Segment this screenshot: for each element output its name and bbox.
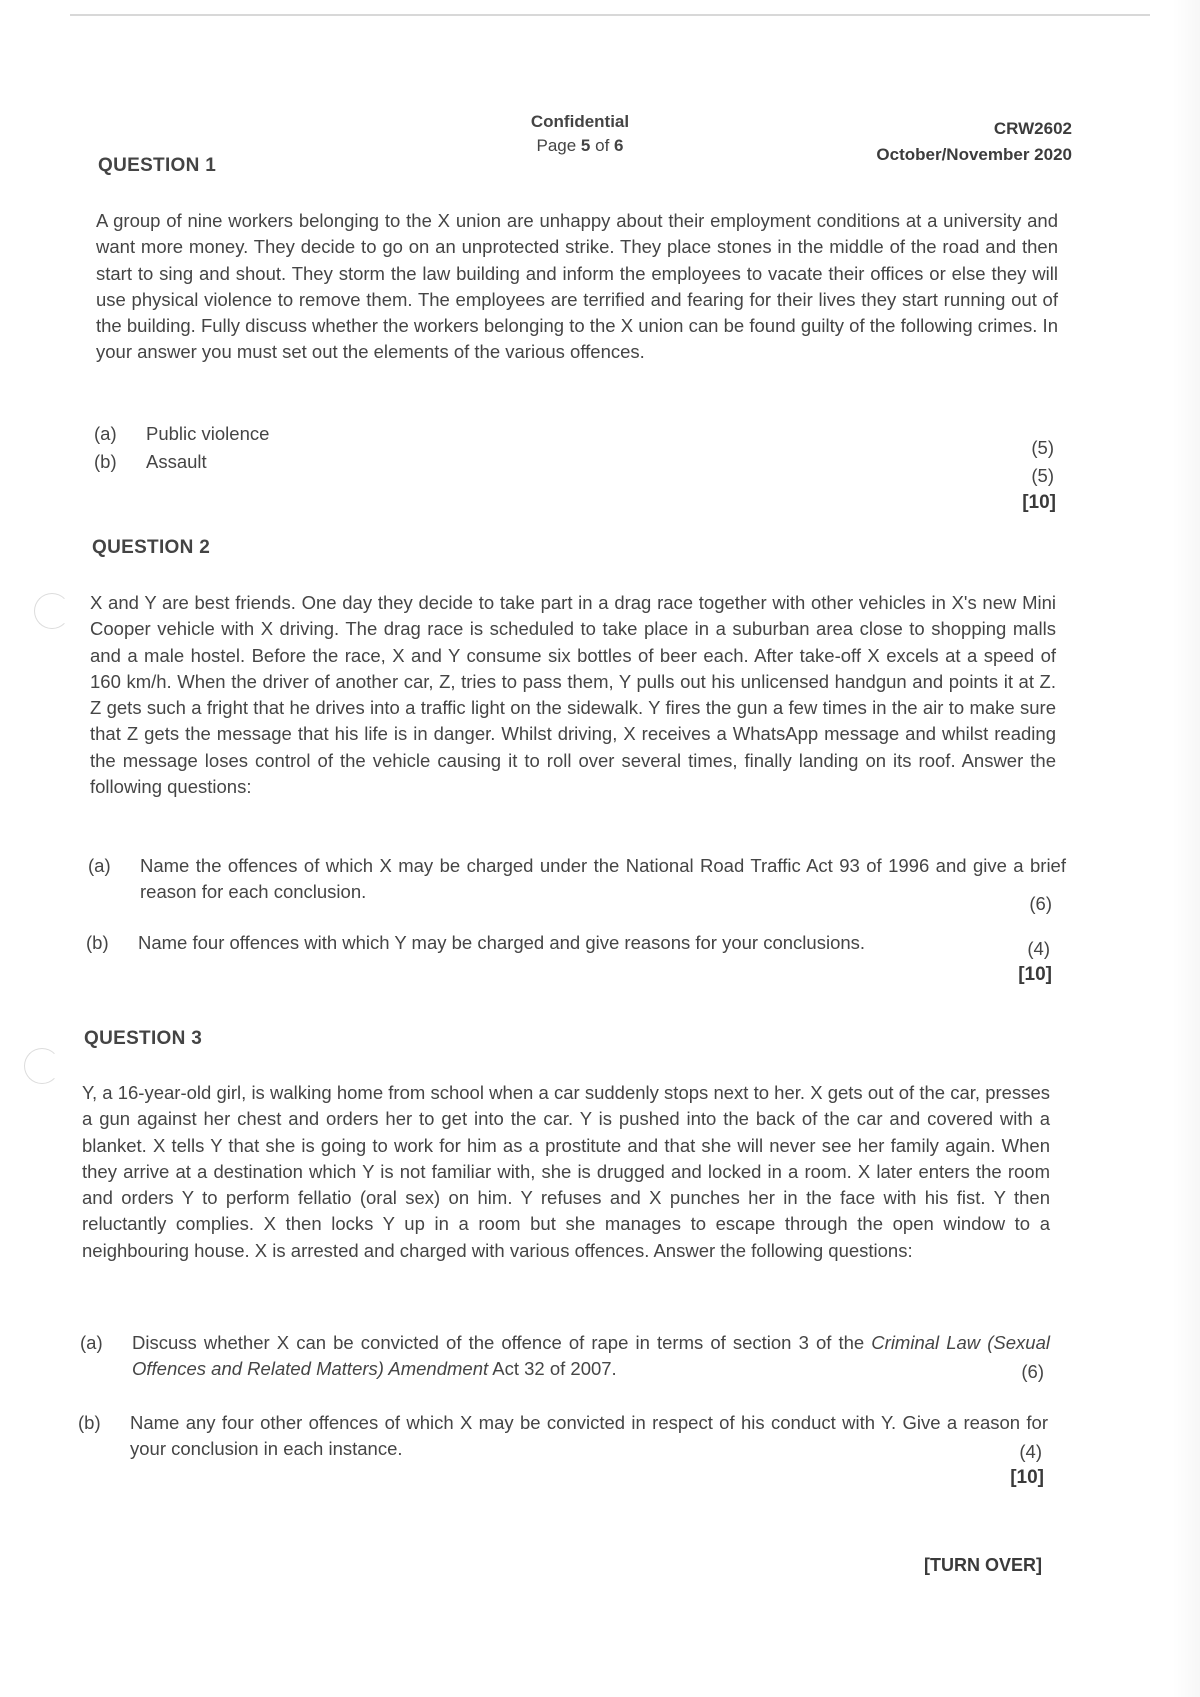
item-text: Public violence	[146, 423, 270, 444]
question-1-item-b-mark: (5)	[1031, 465, 1054, 486]
question-3-item-b	[78, 1410, 1068, 1464]
item-label: (a)	[88, 855, 111, 876]
item-label: (b)	[78, 1412, 101, 1433]
act-title: Criminal Law (Sexual Offences and Related Matters) Amendment	[132, 1332, 1050, 1379]
question-3-total: [10]	[1010, 1467, 1044, 1488]
question-3-item-b-mark: (4)	[1019, 1441, 1042, 1462]
question-1-item-b	[94, 449, 494, 475]
exam-period: October/November 2020	[876, 145, 1072, 164]
question-3-item-a	[80, 1330, 1070, 1384]
item-text: Assault	[146, 451, 207, 472]
confidential-label: Confidential	[530, 112, 630, 131]
question-2-item-a-mark: (6)	[1029, 893, 1052, 914]
page-number: Page 5 of 6	[536, 136, 624, 155]
punch-hole-mark	[34, 593, 70, 629]
question-2-total: [10]	[1018, 964, 1052, 985]
course-code: CRW2602	[993, 119, 1072, 138]
question-2-body: X and Y are best friends. One day they decide to take part in a drag race together with other vehicles in X's new Mini Cooper vehicle with X driving. The drag race is scheduled to take place in a suburban area close to shopping malls and a male hostel. Before the race, X and Y consume six bottles of beer each. After take-off X excels at a speed of 160 km/h. When the driver of another car, Z, tries to pass them, Y pulls out his unlicensed handgun and points it at Z. Z gets such a fright that he drives into a traffic light on the sidewalk. Y fires the gun a few times in the air to make sure that Z gets the message that his life is in danger. Whilst driving, X receives a WhatsApp message and whilst reading the message loses control of the vehicle causing it to roll over several times, finally landing on its roof. Answer the following questions:	[90, 592, 1056, 798]
page-header-center	[480, 110, 680, 158]
item-text: Name any four other offences of which X may be convicted in respect of his conduct with Y. Give a reason for your conclusion in each instance.	[130, 1412, 1048, 1459]
question-2-item-a	[88, 853, 1078, 907]
question-3-title: QUESTION 3	[84, 1028, 203, 1049]
question-1-body: A group of nine workers belonging to the X union are unhappy about their employment conditions at a university and want more money. They decide to go on an unprotected strike. They place stones in the middle of the road and then start to sing and shout. They storm the law building and inform the employees to vacate their offices or else they will use physical violence to remove them. The employees are terrified and fearing for their lives they start running out of the building. Fully discuss whether the workers belonging to the X union can be found guilty of the following crimes. In your answer you must set out the elements of the various offences.	[96, 210, 1058, 363]
question-2-title: QUESTION 2	[92, 537, 211, 558]
scan-top-edge	[70, 14, 1150, 16]
punch-hole-mark	[24, 1048, 60, 1084]
question-3-body: Y, a 16-year-old girl, is walking home from school when a car suddenly stops next to her. X gets out of the car, presses a gun against her chest and orders her to get into the car. Y is pushed into the back of the car and covered with a blanket. X tells Y that she is going to work for him as a prostitute and that she will never see her family again. When they arrive at a destination which Y is not familiar with, she is drugged and locked in a room. X later enters the room and orders Y to perform fellatio (oral sex) on him. Y refuses and X punches her in the face with his fist. Y then reluctantly complies. X then locks Y up in a room but she manages to escape through the open window to a neighbouring house. X is arrested and charged with various offences. Answer the following questions:	[82, 1082, 1050, 1261]
question-1-title: QUESTION 1	[98, 155, 217, 176]
turn-over-label: [TURN OVER]	[924, 1555, 1042, 1575]
item-text: Discuss whether X can be convicted of the offence of rape in terms of section 3 of the Criminal Law (Sexual Offences and Related Matters) Amendment Act 32 of 2007.	[132, 1332, 1050, 1379]
item-text: Name four offences with which Y may be charged and give reasons for your conclusions.	[138, 932, 866, 953]
question-1-total: [10]	[1022, 492, 1056, 513]
question-1-item-a	[94, 421, 494, 447]
item-label: (a)	[94, 423, 117, 444]
scan-right-edge	[1172, 0, 1200, 1697]
question-2-item-b-mark: (4)	[1027, 938, 1050, 959]
question-2-item-b	[86, 930, 1076, 956]
page-header-right	[752, 116, 1072, 168]
item-label: (b)	[86, 932, 109, 953]
question-1-item-a-mark: (5)	[1031, 437, 1054, 458]
item-label: (b)	[94, 451, 117, 472]
question-3-item-a-mark: (6)	[1021, 1361, 1044, 1382]
item-text: Name the offences of which X may be charged under the National Road Traffic Act 93 of 1996 and give a brief reason for each conclusion.	[140, 855, 1066, 902]
item-label: (a)	[80, 1332, 103, 1353]
